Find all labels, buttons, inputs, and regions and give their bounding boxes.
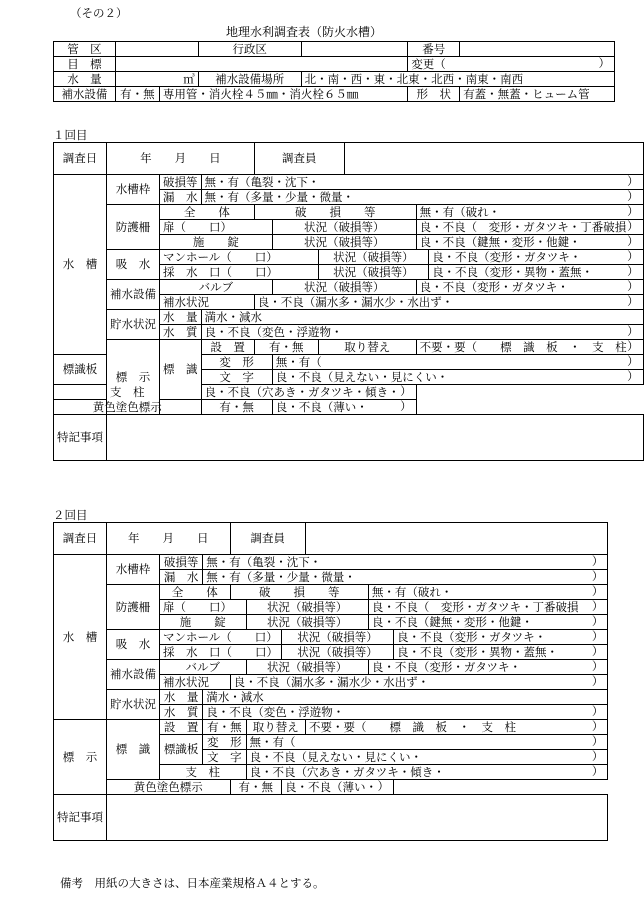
tokki-value[interactable] xyxy=(107,795,608,841)
chosui-label: 貯水状況 xyxy=(107,310,160,340)
gyouseiku-value[interactable] xyxy=(301,42,408,57)
ari-nashi-options[interactable]: 有・無 xyxy=(115,87,159,102)
bougosaku-label: 防護柵 xyxy=(107,205,160,250)
hosui-joukyou-options[interactable]: 良・不良（漏水多・漏水少・水出ず・ ） xyxy=(254,295,643,310)
suishitsu-label: 水 質 xyxy=(160,705,203,720)
shichuu-options[interactable]: 良・不良（穴あき・ガタツキ・傾き・ ） xyxy=(246,765,608,780)
shichuu-label: 支 柱 xyxy=(160,765,247,780)
manhole-options[interactable]: 良・不良（変形・ガタツキ・ ） xyxy=(394,630,608,645)
saisuikou-label: 採 水 口（ 口） xyxy=(160,645,282,660)
suiryou-label: 水 量 xyxy=(160,690,203,705)
suiryou-value[interactable] xyxy=(115,72,198,87)
secchi-label: 設 置 xyxy=(160,720,203,735)
manhole-options[interactable]: 良・不良（変形・ガタツキ・ ） xyxy=(429,250,644,265)
surveyor-value[interactable] xyxy=(344,143,643,175)
hyouji-label: 標 示 xyxy=(107,340,160,415)
suishitsu-options[interactable]: 良・不良（変色・浮遊物・ ） xyxy=(201,325,643,340)
suisouwaku-label: 水槽枠 xyxy=(107,555,160,585)
tobira-joukyou: 状況（破損等） xyxy=(272,220,416,235)
surveyor-label: 調査員 xyxy=(230,523,305,555)
saisuikou-options[interactable]: 良・不良（変形・異物・蓋無・ ） xyxy=(394,645,608,660)
footer-note: 備考 用紙の大きさは、日本産業規格Ａ４とする。 xyxy=(60,876,325,890)
hyoushikiban-label: 標識板 xyxy=(54,355,107,385)
manhole-joukyou: 状況（破損等） xyxy=(318,250,428,265)
zentai-hason-label: 破 損 等 xyxy=(230,585,368,600)
valve-options[interactable]: 良・不良（変形・ガタツキ・ ） xyxy=(416,280,643,295)
henkou-field[interactable] xyxy=(408,57,615,72)
saisuikou-options[interactable]: 良・不良（変形・異物・蓋無・ ） xyxy=(429,265,644,280)
zentai-hason-label: 破 損 等 xyxy=(254,205,416,220)
suiryou-label: 水 量 xyxy=(160,310,202,325)
kiiro-label: 黄色塗色標示 xyxy=(107,780,231,795)
henkei-options[interactable]: 無・有（ ） xyxy=(246,735,608,750)
keijou-label: 形 状 xyxy=(408,87,460,102)
torikae-label: 取り替え xyxy=(318,340,416,355)
sejou-options[interactable]: 良・不良（鍵無・変形・他鍵・ ） xyxy=(368,615,607,630)
hosui-label: 補水設備 xyxy=(107,660,160,690)
moji-options[interactable]: 良・不良（見えない・見にくい・ ） xyxy=(272,370,643,385)
shichuu-options[interactable]: 良・不良（穴あき・ガタツキ・傾き・ ） xyxy=(201,385,416,400)
tokki-value[interactable] xyxy=(107,415,644,461)
bangou-value[interactable] xyxy=(460,42,615,57)
keijou-options[interactable]: 有蓋・無蓋・ヒューム管 xyxy=(460,87,615,102)
rousui-label: 漏 水 xyxy=(160,190,202,205)
mokuhyou-value[interactable] xyxy=(115,57,407,72)
tobira-options[interactable]: 良・不良（ 変形・ガタツキ・丁番破損 ） xyxy=(368,600,607,615)
saisuikou-label: 採 水 口（ 口） xyxy=(160,265,319,280)
kyuusui-label: 吸 水 xyxy=(107,250,160,280)
part-label: （その２） xyxy=(70,6,128,20)
valve-options[interactable]: 良・不良（変形・ガタツキ・ ） xyxy=(368,660,607,675)
directions-options[interactable]: 北・南・西・東・北東・北西・南東・南西 xyxy=(301,72,614,87)
date-label: 調査日 xyxy=(54,523,107,555)
hosui-joukyou-label: 補水状況 xyxy=(160,675,231,690)
surveyor-label: 調査員 xyxy=(254,143,344,175)
henkei-label: 変 形 xyxy=(201,355,272,370)
fuyou-options[interactable]: 不要・要（ 標 識 板 ・ 支 柱 ） xyxy=(306,720,608,735)
tobira-label: 扉（ 口） xyxy=(160,600,247,615)
valve-joukyou: 状況（破損等） xyxy=(272,280,416,295)
sejou-options[interactable]: 良・不良（鍵無・変形・他鍵・ ） xyxy=(416,235,643,250)
mokuhyou-label: 目 標 xyxy=(54,57,116,72)
torikae-label: 取り替え xyxy=(246,720,305,735)
kiiro-options[interactable]: 良・不良（薄い・ ） xyxy=(282,780,394,795)
hyoushiki-label: 標 識 xyxy=(107,720,160,780)
document-title: 地理水利調査表（防火水槽） xyxy=(226,25,383,39)
hyoushikiban-label: 標識板 xyxy=(160,735,203,765)
henkou-label: 変更（ xyxy=(411,56,446,71)
sejou-label: 施 錠 xyxy=(160,235,273,250)
hosui-setsubi-label: 補水設備 xyxy=(54,87,116,102)
tokki-label: 特記事項 xyxy=(54,795,107,841)
kiiro-label: 黄色塗色標示 xyxy=(54,400,202,415)
secchi-label: 設 置 xyxy=(201,340,254,355)
suisou-label: 水 槽 xyxy=(54,555,107,720)
fuyou-options[interactable]: 不要・要（ 標 識 板 ・ 支 柱 ） xyxy=(416,340,643,355)
kyuusui-label: 吸 水 xyxy=(107,630,160,660)
chosui-label: 貯水状況 xyxy=(107,690,160,720)
hosui-label: 補水設備 xyxy=(107,280,160,310)
hason-label: 破損等 xyxy=(160,175,202,190)
rousui-options[interactable]: 無・有（多量・少量・微量・ ） xyxy=(203,570,608,585)
secchi-options[interactable]: 有・無 xyxy=(254,340,318,355)
hosui-basho-label: 補水設備場所 xyxy=(198,72,301,87)
tobira-label: 扉（ 口） xyxy=(160,220,273,235)
sejou-joukyou: 状況（破損等） xyxy=(246,615,368,630)
tokki-label: 特記事項 xyxy=(54,415,107,461)
valve-label: バルブ xyxy=(160,280,273,295)
bangou-label: 番号 xyxy=(408,42,460,57)
suisou-label: 水 槽 xyxy=(54,175,107,355)
rousui-options[interactable]: 無・有（多量・少量・微量・ ） xyxy=(201,190,643,205)
survey-table-round-2 xyxy=(53,522,608,841)
hyoushiki-label: 標 識 xyxy=(160,340,202,400)
henkou-close: ） xyxy=(598,56,610,70)
rousui-label: 漏 水 xyxy=(160,570,203,585)
suiryou-options[interactable]: 満水・減水 xyxy=(203,690,608,705)
sejou-label: 施 錠 xyxy=(160,615,247,630)
sejou-joukyou: 状況（破損等） xyxy=(272,235,416,250)
kiiro-options[interactable]: 良・不良（薄い・ ） xyxy=(272,400,416,415)
tobira-joukyou: 状況（破損等） xyxy=(246,600,368,615)
manhole-joukyou: 状況（破損等） xyxy=(282,630,394,645)
kanku-label: 管 区 xyxy=(54,42,116,57)
kanku-value[interactable] xyxy=(115,42,198,57)
saisuikou-joukyou: 状況（破損等） xyxy=(282,645,394,660)
suiryou-options[interactable]: 満水・減水 xyxy=(201,310,643,325)
zentai-label: 全 体 xyxy=(160,585,231,600)
tobira-options[interactable]: 良・不良（ 変形・ガタツキ・丁番破損 ） xyxy=(416,220,643,235)
suishitsu-label: 水 質 xyxy=(160,325,202,340)
header-table xyxy=(53,41,615,102)
round-1-label: １回目 xyxy=(53,128,88,142)
zentai-options[interactable]: 無・有（破れ・ ） xyxy=(416,205,643,220)
suiryou-label: 水 量 xyxy=(54,72,116,87)
gyouseiku-label: 行政区 xyxy=(198,42,301,57)
suishitsu-options[interactable]: 良・不良（変色・浮遊物・ ） xyxy=(203,705,608,720)
round-2-label: ２回目 xyxy=(53,508,88,522)
kiiro-ari-options[interactable]: 有・無 xyxy=(201,400,272,415)
hason-options[interactable]: 無・有（亀裂・沈下・ ） xyxy=(201,175,643,190)
surveyor-value[interactable] xyxy=(306,523,608,555)
hason-label: 破損等 xyxy=(160,555,203,570)
secchi-options[interactable]: 有・無 xyxy=(203,720,246,735)
zentai-label: 全 体 xyxy=(160,205,255,220)
moji-label: 文 字 xyxy=(203,750,246,765)
suisouwaku-label: 水槽枠 xyxy=(107,175,160,205)
henkei-options[interactable]: 無・有（ ） xyxy=(272,355,643,370)
date-label: 調査日 xyxy=(54,143,107,175)
shichuu-label: 支 柱 xyxy=(54,385,202,400)
manhole-label: マンホール（ 口） xyxy=(160,630,282,645)
bougosaku-label: 防護柵 xyxy=(107,585,160,630)
senyoukan-options[interactable]: 専用管・消火栓４５㎜・消火栓６５㎜ xyxy=(159,87,407,102)
hyouji-label: 標 示 xyxy=(54,720,107,795)
kiiro-ari-options[interactable]: 有・無 xyxy=(230,780,281,795)
manhole-label: マンホール（ 口） xyxy=(160,250,319,265)
moji-label: 文 字 xyxy=(201,370,272,385)
hosui-joukyou-label: 補水状況 xyxy=(160,295,255,310)
zentai-options[interactable]: 無・有（破れ・ ） xyxy=(368,585,607,600)
date-field[interactable]: 年 月 日 xyxy=(107,523,231,555)
hason-options[interactable]: 無・有（亀裂・沈下・ ） xyxy=(203,555,608,570)
saisuikou-joukyou: 状況（破損等） xyxy=(318,265,428,280)
valve-joukyou: 状況（破損等） xyxy=(246,660,368,675)
valve-label: バルブ xyxy=(160,660,247,675)
henkei-label: 変 形 xyxy=(203,735,246,750)
unit-label: ㎥ xyxy=(183,71,195,86)
survey-table-round-1 xyxy=(53,142,644,461)
hosui-joukyou-options[interactable]: 良・不良（漏水多・漏水少・水出ず・ ） xyxy=(230,675,608,690)
date-field[interactable]: 年 月 日 xyxy=(107,143,255,175)
moji-options[interactable]: 良・不良（見えない・見にくい・ ） xyxy=(246,750,608,765)
